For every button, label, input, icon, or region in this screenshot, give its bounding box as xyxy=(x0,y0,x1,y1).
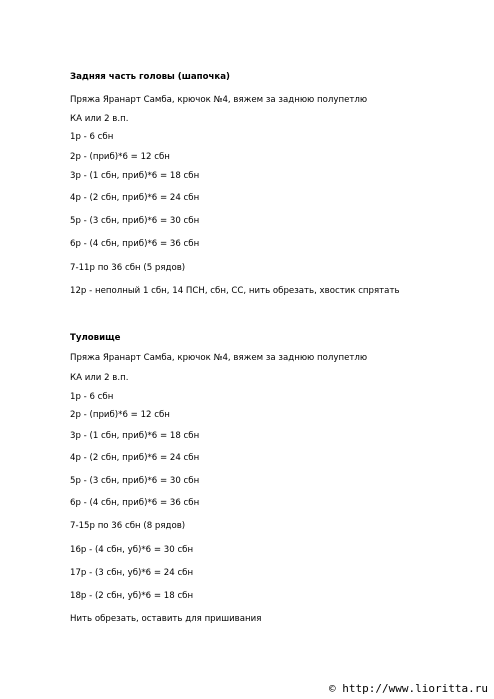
row-instruction: 3р - (1 сбн, приб)*6 = 18 сбн xyxy=(70,171,200,181)
row-instruction: 17р - (3 сбн, уб)*6 = 24 сбн xyxy=(70,568,194,578)
row-instruction: 18р - (2 сбн, уб)*6 = 18 сбн xyxy=(70,591,194,601)
row-instruction: 7-15р по 36 сбн (8 рядов) xyxy=(70,521,186,531)
row-instruction: 6р - (4 сбн, приб)*6 = 36 сбн xyxy=(70,498,200,508)
section-heading-head-back: Задняя часть головы (шапочка) xyxy=(70,72,230,82)
row-instruction: 4р - (2 сбн, приб)*6 = 24 сбн xyxy=(70,193,200,203)
row-instruction: 2р - (приб)*6 = 12 сбн xyxy=(70,152,170,162)
instruction-line: КА или 2 в.п. xyxy=(70,373,129,383)
row-instruction: 3р - (1 сбн, приб)*6 = 18 сбн xyxy=(70,431,200,441)
row-instruction: 16р - (4 сбн, уб)*6 = 30 сбн xyxy=(70,545,194,555)
row-instruction: 5р - (3 сбн, приб)*6 = 30 сбн xyxy=(70,216,200,226)
row-instruction: 4р - (2 сбн, приб)*6 = 24 сбн xyxy=(70,453,200,463)
row-instruction: 2р - (приб)*6 = 12 сбн xyxy=(70,410,170,420)
yarn-hook-info: Пряжа Яранарт Самба, крючок №4, вяжем за заднюю полупетлю xyxy=(70,353,368,363)
row-instruction: 12р - неполный 1 сбн, 14 ПСН, сбн, СС, нить обрезать, хвостик спрятать xyxy=(70,286,400,296)
row-instruction: 7-11р по 36 сбн (5 рядов) xyxy=(70,263,186,273)
row-instruction: 6р - (4 сбн, приб)*6 = 36 сбн xyxy=(70,239,200,249)
watermark-url: © http://www.lioritta.ru xyxy=(329,682,488,695)
section-heading-body: Туловище xyxy=(70,333,121,343)
instruction-line: КА или 2 в.п. xyxy=(70,114,129,124)
row-instruction: 1р - 6 сбн xyxy=(70,132,114,142)
row-instruction: 5р - (3 сбн, приб)*6 = 30 сбн xyxy=(70,476,200,486)
yarn-hook-info: Пряжа Яранарт Самба, крючок №4, вяжем за заднюю полупетлю xyxy=(70,95,368,105)
finishing-instruction: Нить обрезать, оставить для пришивания xyxy=(70,614,262,624)
row-instruction: 1р - 6 сбн xyxy=(70,392,114,402)
